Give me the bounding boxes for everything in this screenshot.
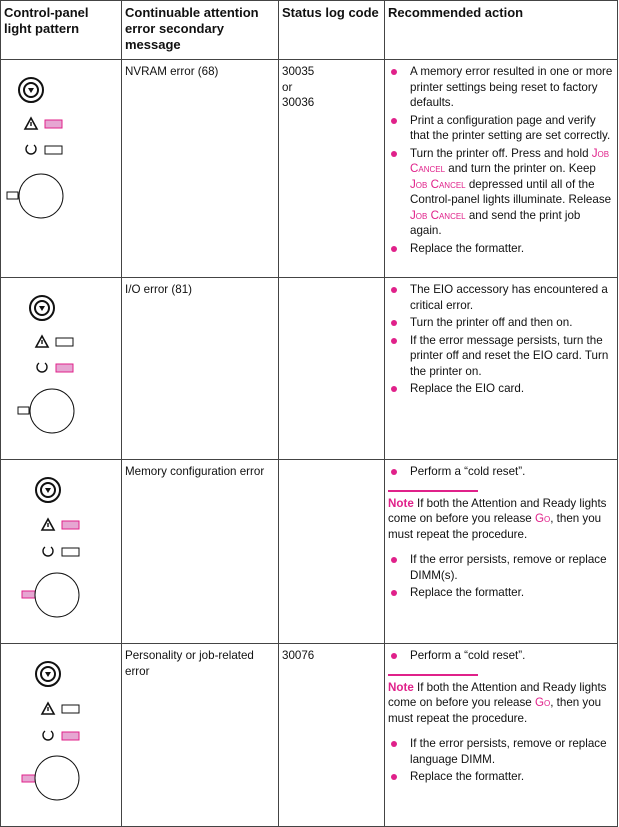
table-row	[1, 460, 618, 644]
go-button-icon	[30, 389, 74, 433]
header-secondary-message: Continuable attention error secondary message	[122, 1, 279, 60]
list-item: If the error persists, remove or replace language DIMM.	[388, 736, 614, 767]
list-item: The EIO accessory has encountered a critical error.	[388, 282, 614, 313]
data-light	[22, 591, 35, 598]
status-code	[279, 460, 385, 644]
table-row	[1, 278, 618, 460]
ready-light	[45, 146, 62, 154]
ready-light	[62, 732, 79, 740]
list-item: If the error persists, remove or replace DIMM(s).	[388, 552, 614, 583]
cancel-button-icon	[36, 662, 60, 686]
ready-icon	[26, 145, 36, 154]
attention-light	[62, 521, 79, 529]
note-divider	[388, 674, 478, 676]
attention-icon	[25, 118, 37, 129]
status-code	[279, 278, 385, 460]
list-item: Turn the printer off. Press and hold Job Cancel and turn the printer on. Keep Job Cancel depressed until all of the Control-panel lights illuminate. Release Job Cancel and send the print job again.	[388, 146, 614, 239]
header-row	[1, 1, 618, 60]
secondary-message: Personality or job-related error	[122, 644, 279, 827]
attention-icon	[36, 336, 48, 347]
recommended-action	[385, 644, 618, 827]
list-item: Replace the formatter.	[388, 585, 614, 601]
attention-icon	[42, 703, 54, 714]
list-item: If the error message persists, turn the printer off and reset the EIO card. Turn the printer on.	[388, 333, 614, 380]
ready-light	[56, 364, 73, 372]
header-light-pattern: Control-panel light pattern	[1, 1, 122, 60]
list-item: Replace the formatter.	[388, 241, 614, 257]
data-light	[7, 192, 18, 199]
note-divider	[388, 490, 478, 492]
light-pattern-diagram	[1, 460, 121, 630]
light-pattern-diagram	[1, 644, 121, 814]
secondary-message: I/O error (81)	[122, 278, 279, 460]
recommended-action	[385, 278, 618, 460]
light-pattern-cell	[1, 644, 122, 827]
recommended-action	[385, 460, 618, 644]
header-status-code: Status log code	[279, 1, 385, 60]
note: Note If both the Attention and Ready lights come on before you release Go, then you must repeat the procedure.	[388, 680, 607, 725]
light-pattern-cell	[1, 278, 122, 460]
list-item: Turn the printer off and then on.	[388, 315, 614, 331]
table-row	[1, 60, 618, 278]
recommended-action	[385, 60, 618, 278]
light-pattern-diagram	[1, 60, 121, 230]
secondary-message: Memory configuration error	[122, 460, 279, 644]
attention-light	[56, 338, 73, 346]
go-button-icon	[35, 756, 79, 800]
attention-light	[62, 705, 79, 713]
status-code: 30076	[279, 644, 385, 827]
header-recommended-action: Recommended action	[385, 1, 618, 60]
cancel-button-icon	[19, 78, 43, 102]
list-item: Replace the formatter.	[388, 769, 614, 785]
data-light	[22, 775, 35, 782]
list-item: Replace the EIO card.	[388, 381, 614, 397]
ready-icon	[43, 731, 53, 740]
table-row	[1, 644, 618, 827]
light-pattern-cell	[1, 60, 122, 278]
status-code: 30035 or 30036	[279, 60, 385, 278]
attention-icon	[42, 519, 54, 530]
light-pattern-diagram	[1, 278, 121, 448]
ready-icon	[43, 547, 53, 556]
list-item: Perform a “cold reset”.	[388, 648, 614, 664]
list-item: Print a configuration page and verify that the printer setting are set correctly.	[388, 113, 614, 144]
go-button-icon	[35, 573, 79, 617]
ready-icon	[37, 363, 47, 372]
data-light	[18, 407, 29, 414]
ready-light	[62, 548, 79, 556]
cancel-button-icon	[30, 296, 54, 320]
list-item: Perform a “cold reset”.	[388, 464, 614, 480]
go-button-icon	[19, 174, 63, 218]
light-pattern-cell	[1, 460, 122, 644]
attention-light	[45, 120, 62, 128]
list-item: A memory error resulted in one or more printer settings being reset to factory defaults.	[388, 64, 614, 111]
note: Note If both the Attention and Ready lights come on before you release Go, then you must repeat the procedure.	[388, 496, 607, 541]
cancel-button-icon	[36, 478, 60, 502]
secondary-message: NVRAM error (68)	[122, 60, 279, 278]
